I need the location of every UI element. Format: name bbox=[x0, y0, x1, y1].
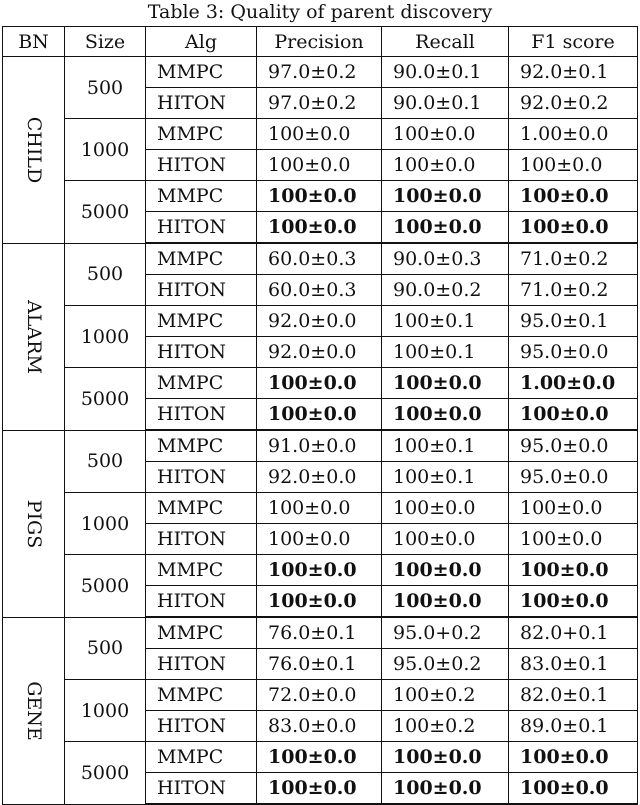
precision-cell: 100±0.0 bbox=[257, 773, 382, 805]
size-cell: 500 bbox=[65, 430, 146, 493]
alg-cell: MMPC bbox=[146, 57, 257, 88]
table-row bbox=[3, 680, 638, 711]
recall-cell: 100±0.0 bbox=[382, 181, 509, 212]
precision-cell: 100±0.0 bbox=[257, 524, 382, 555]
f1-cell: 89.0±0.1 bbox=[509, 711, 638, 742]
alg-cell: MMPC bbox=[146, 368, 257, 399]
f1-cell: 100±0.0 bbox=[509, 742, 638, 773]
size-cell: 5000 bbox=[65, 555, 146, 618]
bn-cell bbox=[3, 57, 65, 244]
f1-cell: 1.00±0.0 bbox=[509, 368, 638, 399]
f1-cell: 92.0±0.2 bbox=[509, 88, 638, 119]
size-cell: 5000 bbox=[65, 181, 146, 244]
recall-cell: 100±0.2 bbox=[382, 680, 509, 711]
bn-label: GENE bbox=[22, 680, 45, 741]
recall-cell: 100±0.0 bbox=[382, 493, 509, 524]
header-f1: F1 score bbox=[509, 27, 638, 57]
f1-cell: 71.0±0.2 bbox=[509, 275, 638, 306]
recall-cell: 100±0.0 bbox=[382, 150, 509, 181]
f1-cell: 92.0±0.1 bbox=[509, 57, 638, 88]
size-cell: 500 bbox=[65, 243, 146, 306]
table-row bbox=[3, 493, 638, 524]
bn-cell bbox=[3, 430, 65, 617]
recall-cell: 90.0±0.3 bbox=[382, 243, 509, 275]
header-bn: BN bbox=[3, 27, 65, 57]
table-row bbox=[3, 243, 638, 275]
precision-cell: 76.0±0.1 bbox=[257, 649, 382, 680]
f1-cell: 82.0+0.1 bbox=[509, 617, 638, 649]
precision-cell: 97.0±0.2 bbox=[257, 88, 382, 119]
f1-cell: 95.0±0.0 bbox=[509, 337, 638, 368]
alg-cell: HITON bbox=[146, 649, 257, 680]
header-row bbox=[3, 27, 638, 57]
alg-cell: MMPC bbox=[146, 119, 257, 150]
alg-cell: HITON bbox=[146, 399, 257, 431]
precision-cell: 92.0±0.0 bbox=[257, 462, 382, 493]
header-size: Size bbox=[65, 27, 146, 57]
size-cell: 1000 bbox=[65, 493, 146, 555]
table-row bbox=[3, 57, 638, 88]
precision-cell: 100±0.0 bbox=[257, 399, 382, 431]
recall-cell: 100±0.1 bbox=[382, 306, 509, 337]
alg-cell: HITON bbox=[146, 462, 257, 493]
precision-cell: 100±0.0 bbox=[257, 212, 382, 244]
precision-cell: 100±0.0 bbox=[257, 181, 382, 212]
f1-cell: 95.0±0.0 bbox=[509, 462, 638, 493]
recall-cell: 100±0.0 bbox=[382, 773, 509, 805]
table-row bbox=[3, 181, 638, 212]
precision-cell: 100±0.0 bbox=[257, 368, 382, 399]
table-row bbox=[3, 306, 638, 337]
alg-cell: HITON bbox=[146, 711, 257, 742]
f1-cell: 100±0.0 bbox=[509, 212, 638, 244]
precision-cell: 100±0.0 bbox=[257, 555, 382, 586]
bn-label: PIGS bbox=[22, 499, 45, 548]
results-table bbox=[2, 26, 638, 805]
precision-cell: 92.0±0.0 bbox=[257, 306, 382, 337]
table-row bbox=[3, 617, 638, 649]
precision-cell: 72.0±0.0 bbox=[257, 680, 382, 711]
recall-cell: 100±0.0 bbox=[382, 555, 509, 586]
f1-cell: 95.0±0.1 bbox=[509, 306, 638, 337]
alg-cell: HITON bbox=[146, 524, 257, 555]
alg-cell: HITON bbox=[146, 150, 257, 181]
alg-cell: MMPC bbox=[146, 430, 257, 462]
size-cell: 500 bbox=[65, 617, 146, 680]
alg-cell: MMPC bbox=[146, 306, 257, 337]
alg-cell: MMPC bbox=[146, 555, 257, 586]
recall-cell: 90.0±0.1 bbox=[382, 57, 509, 88]
f1-cell: 95.0±0.0 bbox=[509, 430, 638, 462]
f1-cell: 1.00±0.0 bbox=[509, 119, 638, 150]
recall-cell: 100±0.0 bbox=[382, 399, 509, 431]
table-row bbox=[3, 430, 638, 462]
table-row bbox=[3, 742, 638, 773]
recall-cell: 100±0.1 bbox=[382, 430, 509, 462]
alg-cell: MMPC bbox=[146, 493, 257, 524]
precision-cell: 60.0±0.3 bbox=[257, 243, 382, 275]
recall-cell: 100±0.0 bbox=[382, 368, 509, 399]
precision-cell: 100±0.0 bbox=[257, 586, 382, 618]
bn-cell bbox=[3, 617, 65, 804]
recall-cell: 100±0.2 bbox=[382, 711, 509, 742]
size-cell: 1000 bbox=[65, 680, 146, 742]
f1-cell: 71.0±0.2 bbox=[509, 243, 638, 275]
precision-cell: 60.0±0.3 bbox=[257, 275, 382, 306]
f1-cell: 100±0.0 bbox=[509, 181, 638, 212]
size-cell: 5000 bbox=[65, 742, 146, 805]
recall-cell: 100±0.0 bbox=[382, 119, 509, 150]
recall-cell: 100±0.0 bbox=[382, 586, 509, 618]
recall-cell: 90.0±0.1 bbox=[382, 88, 509, 119]
header-recall: Recall bbox=[382, 27, 509, 57]
precision-cell: 100±0.0 bbox=[257, 119, 382, 150]
recall-cell: 90.0±0.2 bbox=[382, 275, 509, 306]
size-cell: 5000 bbox=[65, 368, 146, 431]
table-body bbox=[3, 57, 638, 805]
alg-cell: HITON bbox=[146, 337, 257, 368]
table-row bbox=[3, 555, 638, 586]
recall-cell: 100±0.0 bbox=[382, 212, 509, 244]
f1-cell: 83.0±0.1 bbox=[509, 649, 638, 680]
f1-cell: 100±0.0 bbox=[509, 493, 638, 524]
recall-cell: 100±0.0 bbox=[382, 524, 509, 555]
recall-cell: 100±0.1 bbox=[382, 337, 509, 368]
table-caption: Table 3: Quality of parent discovery bbox=[147, 1, 493, 23]
alg-cell: MMPC bbox=[146, 181, 257, 212]
precision-cell: 91.0±0.0 bbox=[257, 430, 382, 462]
precision-cell: 100±0.0 bbox=[257, 150, 382, 181]
recall-cell: 100±0.0 bbox=[382, 742, 509, 773]
precision-cell: 76.0±0.1 bbox=[257, 617, 382, 649]
alg-cell: HITON bbox=[146, 773, 257, 805]
recall-cell: 95.0±0.2 bbox=[382, 649, 509, 680]
bn-label: ALARM bbox=[22, 299, 45, 374]
size-cell: 1000 bbox=[65, 119, 146, 181]
precision-cell: 92.0±0.0 bbox=[257, 337, 382, 368]
size-cell: 1000 bbox=[65, 306, 146, 368]
table-row bbox=[3, 119, 638, 150]
f1-cell: 100±0.0 bbox=[509, 773, 638, 805]
precision-cell: 100±0.0 bbox=[257, 742, 382, 773]
precision-cell: 97.0±0.2 bbox=[257, 57, 382, 88]
f1-cell: 100±0.0 bbox=[509, 524, 638, 555]
header-alg: Alg bbox=[146, 27, 257, 57]
recall-cell: 95.0+0.2 bbox=[382, 617, 509, 649]
alg-cell: HITON bbox=[146, 275, 257, 306]
f1-cell: 100±0.0 bbox=[509, 150, 638, 181]
alg-cell: HITON bbox=[146, 212, 257, 244]
alg-cell: MMPC bbox=[146, 243, 257, 275]
precision-cell: 83.0±0.0 bbox=[257, 711, 382, 742]
f1-cell: 100±0.0 bbox=[509, 399, 638, 431]
alg-cell: MMPC bbox=[146, 617, 257, 649]
alg-cell: MMPC bbox=[146, 742, 257, 773]
bn-label: CHILD bbox=[22, 116, 45, 183]
f1-cell: 100±0.0 bbox=[509, 555, 638, 586]
alg-cell: HITON bbox=[146, 586, 257, 618]
bn-cell bbox=[3, 243, 65, 430]
precision-cell: 100±0.0 bbox=[257, 493, 382, 524]
recall-cell: 100±0.1 bbox=[382, 462, 509, 493]
header-precision: Precision bbox=[257, 27, 382, 57]
alg-cell: HITON bbox=[146, 88, 257, 119]
table-row bbox=[3, 368, 638, 399]
f1-cell: 82.0±0.1 bbox=[509, 680, 638, 711]
size-cell: 500 bbox=[65, 57, 146, 119]
alg-cell: MMPC bbox=[146, 680, 257, 711]
f1-cell: 100±0.0 bbox=[509, 586, 638, 618]
